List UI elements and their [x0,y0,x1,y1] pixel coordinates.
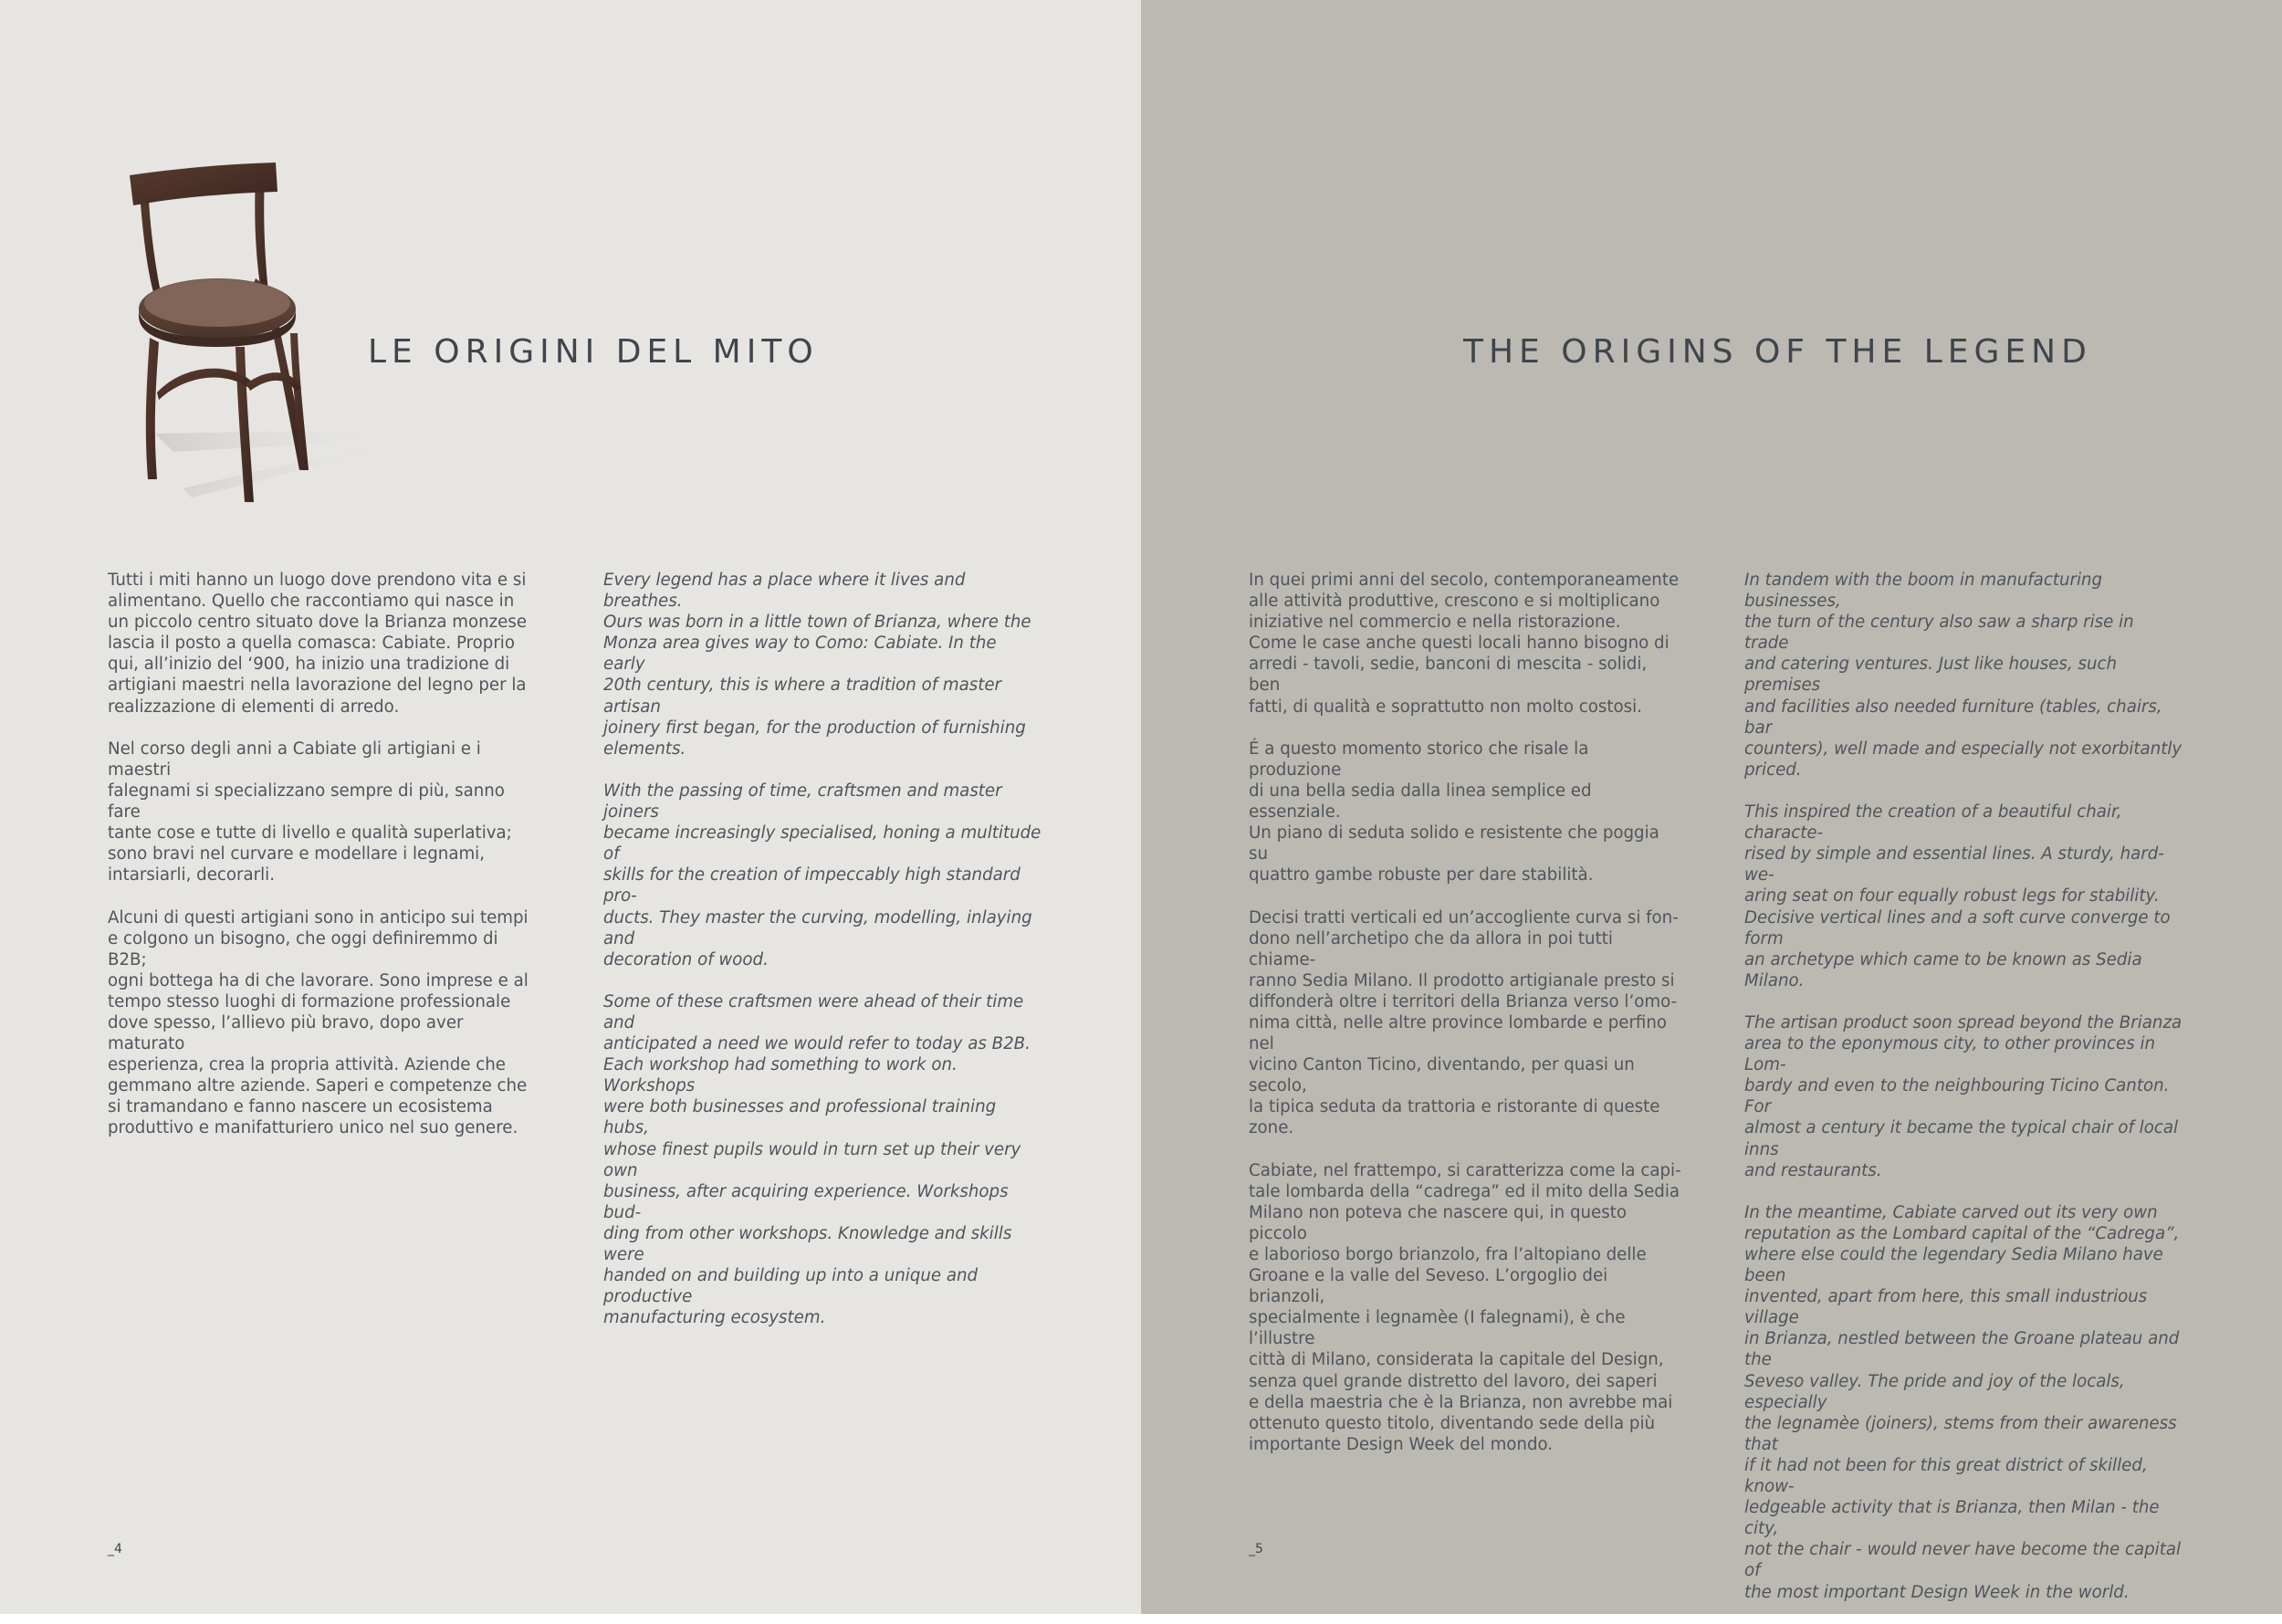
italian-text-column [1249,570,1682,1476]
page-title: THE ORIGINS OF THE LEGEND [1463,333,2092,371]
paragraph: Cabiate, nel frattempo, si caratterizza come la capi- tale lombarda della “cadrega” ed il mito della Sedia Milano non poteva che nascere qui, in questo piccolo e laborioso borgo brianzolo, fra l’altopiano delle Groane e la valle del Seveso. L’orgoglio dei brianzoli, specialmente i legnamèe (I falegnami), è che l’illustre città di Milano, considerata la capitale del Design, senza quel grande distretto del lavoro, dei saperi e della maestria che è la Brianza, non avrebbe mai ottenuto questo titolo, diventando sede della più importante Design Week del mondo. [1249,1160,1681,1454]
left-page [0,0,1141,1614]
paragraph: In the meantime, Cabiate carved out its very own reputation as the Lombard capital of the “Cadrega”, where else could the legendary Sedia Milano have been invented, apart from here, this small industrious village in Brianza, nestled between the Groane plateau and the Seveso valley. The pride and joy of the locals, especially the legnamèe (joiners), stems from their awareness that if it had not been for this great district of skilled, know- ledgeable activity that is Brianza, then Milan - the city, not the chair - would never have become the capital of the most important Design Week in the world. [1744,1202,2182,1602]
bentwood-chair-image [119,155,411,529]
paragraph: É a questo momento storico che risale la produzione di una bella sedia dalla linea semplice ed essenziale. Un piano di seduta solido e resistente che poggia su quattro gambe robuste per dare stabilità. [1249,739,1659,885]
page-title: LE ORIGINI DEL MITO [368,333,819,371]
paragraph: In quei primi anni del secolo, contemporaneamente alle attività produttive, crescono e si moltiplicano iniziative nel commercio e nella ristorazione. Come le case anche questi locali hanno bisogno di arredi - tavoli, sedie, banconi di mescita - solidi, ben fatti, di qualità e soprattutto non molto costosi. [1249,571,1680,717]
page-number: _5 [1249,1542,1263,1556]
paragraph: Decisi tratti verticali ed un’accogliente curva si fon- dono nell’archetipo che da allora in poi tutti chiame- ranno Sedia Milano. Il prodotto artigianale presto si diffonderà oltre i territori della Brianza verso l’omo- nima città, nelle altre province lombarde e perfino nel vicino Canton Ticino, diventando, per quasi un secolo, la tipica seduta da trattoria e ristorante di queste zone. [1249,907,1679,1138]
paragraph: Tutti i miti hanno un luogo dove prendono vita e si alimentano. Quello che raccontiamo qui nasce in un piccolo centro situato dove la Brianza monzese lascia il posto a quella comasca: Cabiate. Proprio qui, all’inizio del ‘900, ha inizio una tradizione di artigiani maestri nella lavorazione del legno per la realizzazione di elementi di arredo. [108,571,528,717]
paragraph: Nel corso degli anni a Cabiate gli artigiani e i maestri falegnami si specializzano sempre di più, sanno fare tante cose e tutte di livello e qualità superlativa; sono bravi nel curvare e modellare i legnami, intarsiarli, decorarli. [108,739,512,885]
paragraph: With the passing of time, craftsmen and master joiners became increasingly specialised, honing a multitude of skills for the creation of impeccably high standard pro- ducts. They master the curving, modelling, inlaying and decoration of wood. [603,781,1042,969]
paragraph: Some of these craftsmen were ahead of their time and anticipated a need we would refer to today as B2B. Each workshop had something to work on. Workshops were both businesses and professional training hubs, whose finest pupils would in turn set up their very own business, after acquiring experience. Workshops bud- ding from other workshops. Knowledge and skills were handed on and building up into a unique and productive manufacturing ecosystem. [603,991,1031,1328]
paragraph: In tandem with the boom in manufacturing businesses, the turn of the century also saw a sharp rise in trade and catering ventures. Just like houses, such premises and facilities also needed furniture (tables, chairs, bar counters), well made and especially not exorbitantly priced. [1744,571,2183,780]
paragraph: The artisan product soon spread beyond the Brianza area to the eponymous city, to other provinces in Lom- bardy and even to the neighbouring Ticino Canton. For almost a century it became the typical chair of local inns and restaurants. [1744,1012,2183,1180]
paragraph: Alcuni di questi artigiani sono in anticipo sui tempi e colgono un bisogno, che oggi definiremmo di B2B; ogni bottega ha di che lavorare. Sono imprese e al tempo stesso luoghi di formazione professionale dove spesso, l’allievo più bravo, dopo aver maturato esperienza, crea la propria attività. Aziende che gemmano altre aziende. Saperi e competenze che si tramandano e fanno nascere un ecosistema produttivo e manifatturiero unico nel suo genere. [108,907,529,1138]
italian-text-column [108,570,541,1160]
paragraph: This inspired the creation of a beautiful chair, characte- rised by simple and essential lines. A sturdy, hard-we- aring seat on four equally robust legs for stability. Decisive vertical lines and a soft curve converge to form an archetype which came to be known as Sedia Milano. [1744,802,2171,990]
english-text-column [603,570,1042,1349]
english-text-column [1744,570,2183,1624]
paragraph: Every legend has a place where it lives and breathes. Ours was born in a little town of Brianza, where the Monza area gives way to Como: Cabiate. In the early 20th century, this is where a tradition of master artisan joinery first began, for the production of furnishing elements. [603,571,1031,759]
right-page [1141,0,2282,1614]
page-number: _4 [108,1542,122,1556]
